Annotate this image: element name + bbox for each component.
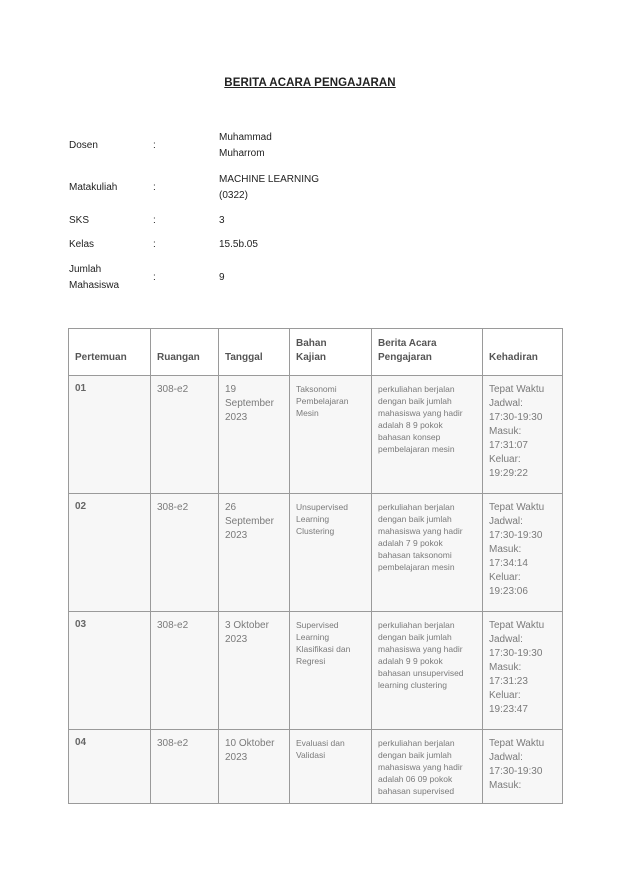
info-value: MACHINE LEARNING (0322): [219, 174, 320, 201]
document-title: BERITA ACARA PENGAJARAN: [224, 77, 396, 89]
info-value: Muhammad Muharrom: [219, 132, 272, 159]
header-ruangan: Ruangan: [151, 329, 219, 376]
cell-berita-acara: perkuliahan berjalan dengan baik jumlah mahasiswa yang hadir adalah 9 9 pokok bahasan unsupervised learning clustering: [372, 612, 483, 730]
header-berita-acara: Berita Acara Pengajaran: [372, 329, 483, 376]
header-pertemuan: Pertemuan: [69, 329, 151, 376]
cell-bahan-kajian: Unsupervised Learning Clustering: [290, 494, 372, 612]
info-colon: :: [153, 182, 156, 193]
cell-ruangan: 308-e2: [151, 494, 219, 612]
info-colon: :: [153, 140, 156, 151]
info-label: Kelas: [69, 239, 95, 250]
cell-ruangan: 308-e2: [151, 612, 219, 730]
cell-bahan-kajian: Evaluasi dan Validasi: [290, 730, 372, 804]
info-value: 3: [219, 215, 225, 226]
info-colon: :: [153, 272, 156, 283]
cell-tanggal: 10 Oktober 2023: [219, 730, 290, 804]
header-tanggal: Tanggal: [219, 329, 290, 376]
cell-kehadiran: Tepat Waktu Jadwal: 17:30-19:30 Masuk:: [483, 730, 563, 804]
attendance-table: [68, 328, 563, 804]
header-bahan-kajian: Bahan Kajian: [290, 329, 372, 376]
info-value: 15.5b.05: [219, 239, 258, 250]
cell-ruangan: 308-e2: [151, 376, 219, 494]
table-row: [69, 612, 563, 730]
info-label: SKS: [69, 215, 90, 226]
cell-ruangan: 308-e2: [151, 730, 219, 804]
cell-kehadiran: Tepat Waktu Jadwal: 17:30-19:30 Masuk: 17:31:23 Keluar: 19:23:47: [483, 612, 563, 730]
cell-kehadiran: Tepat Waktu Jadwal: 17:30-19:30 Masuk: 17:31:07 Keluar: 19:29:22: [483, 376, 563, 494]
cell-pertemuan: 03: [69, 612, 151, 730]
header-kehadiran: Kehadiran: [483, 329, 563, 376]
cell-berita-acara: perkuliahan berjalan dengan baik jumlah mahasiswa yang hadir adalah 8 9 pokok bahasan konsep pembelajaran mesin: [372, 376, 483, 494]
cell-bahan-kajian: Taksonomi Pembelajaran Mesin: [290, 376, 372, 494]
cell-kehadiran: Tepat Waktu Jadwal: 17:30-19:30 Masuk: 17:34:14 Keluar: 19:23:06: [483, 494, 563, 612]
cell-berita-acara: perkuliahan berjalan dengan baik jumlah mahasiswa yang hadir adalah 06 09 pokok bahasan supervised: [372, 730, 483, 804]
cell-pertemuan: 01: [69, 376, 151, 494]
table-row: [69, 376, 563, 494]
info-label: Jumlah Mahasiswa: [69, 264, 120, 291]
cell-berita-acara: perkuliahan berjalan dengan baik jumlah mahasiswa yang hadir adalah 7 9 pokok bahasan taksonomi pembelajaran mesin: [372, 494, 483, 612]
cell-bahan-kajian: Supervised Learning Klasifikasi dan Regresi: [290, 612, 372, 730]
info-colon: :: [153, 215, 156, 226]
cell-pertemuan: 02: [69, 494, 151, 612]
info-label: Matakuliah: [69, 182, 118, 193]
table-header-row: [69, 329, 563, 376]
info-colon: :: [153, 239, 156, 250]
cell-pertemuan: 04: [69, 730, 151, 804]
cell-tanggal: 3 Oktober 2023: [219, 612, 290, 730]
info-label: Dosen: [69, 140, 98, 151]
table-row: [69, 494, 563, 612]
cell-tanggal: 19 September 2023: [219, 376, 290, 494]
info-value: 9: [219, 272, 225, 283]
cell-tanggal: 26 September 2023: [219, 494, 290, 612]
table-row: [69, 730, 563, 804]
